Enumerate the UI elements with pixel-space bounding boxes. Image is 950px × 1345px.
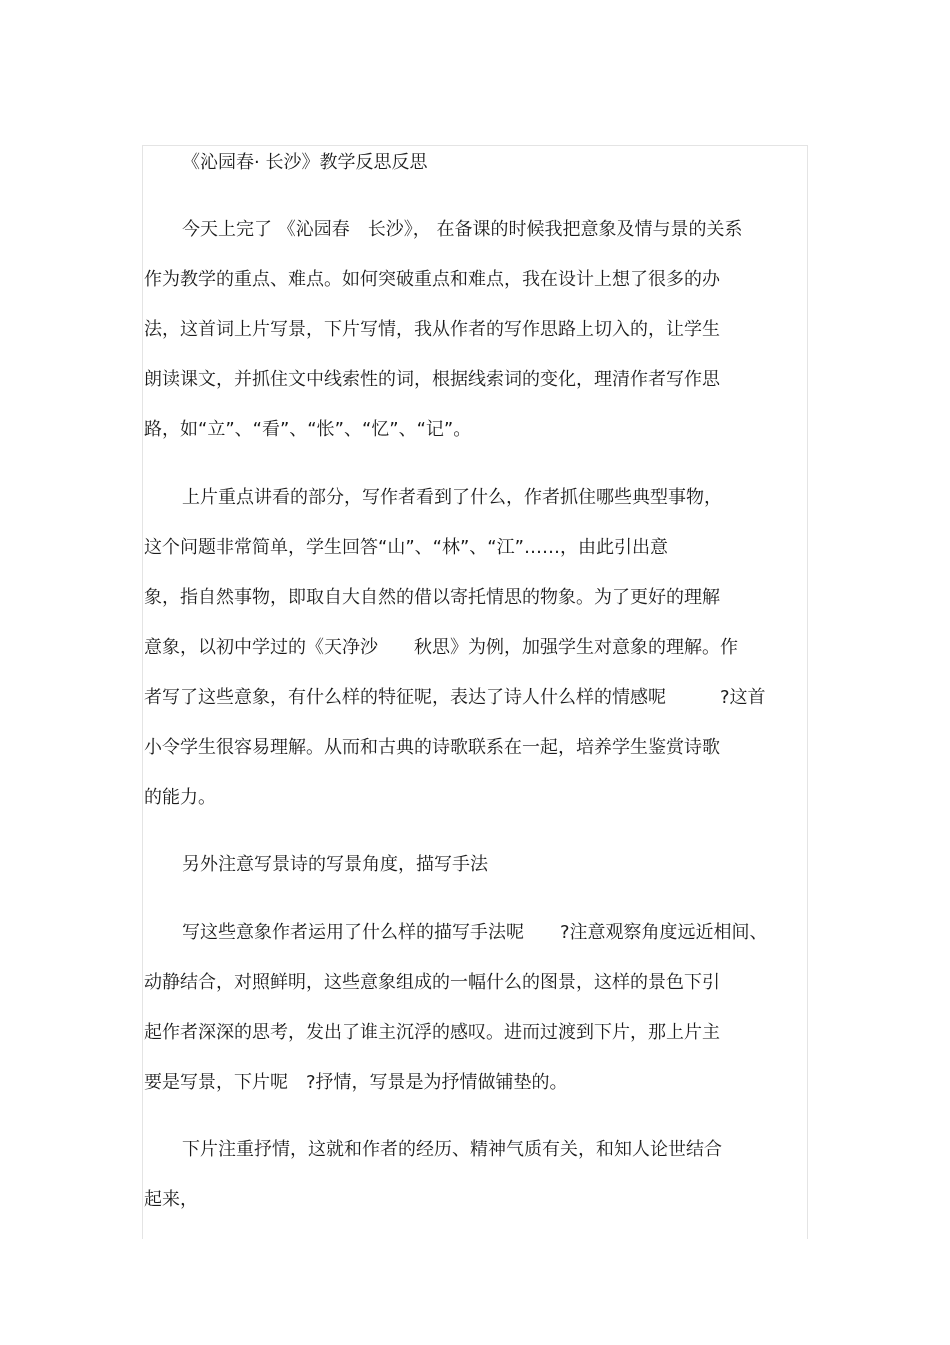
paragraph-2-line-3: 象，指自然事物，即取自大自然的借以寄托情思的物象。为了更好的理解 xyxy=(144,587,720,608)
paragraph-5-line-1: 下片注重抒情，这就和作者的经历、精神气质有关，和知人论世结合 xyxy=(182,1139,722,1160)
paragraph-2-line-6: 小令学生很容易理解。从而和古典的诗歌联系在一起，培养学生鉴赏诗歌 xyxy=(144,737,720,758)
paragraph-1-line-5: 路，如“立”、“看”、“怅”、“忆”、“记”。 xyxy=(144,419,472,440)
paragraph-1-line-1: 今天上完了 《沁园春 长沙》， 在备课的时候我把意象及情与景的关系 xyxy=(182,219,743,240)
paragraph-5-line-2: 起来， xyxy=(144,1189,198,1210)
paragraph-2-line-7: 的能力。 xyxy=(144,787,216,808)
paragraph-3-line-1: 另外注意写景诗的写景角度，描写手法 xyxy=(182,854,488,875)
paragraph-4-line-2: 动静结合，对照鲜明，这些意象组成的一幅什么的图景，这样的景色下引 xyxy=(144,972,720,993)
paragraph-1-line-2: 作为教学的重点、难点。如何突破重点和难点，我在设计上想了很多的办 xyxy=(144,269,720,290)
paragraph-2-line-4: 意象，以初中学过的《天净沙 秋思》为例，加强学生对意象的理解。作 xyxy=(144,637,738,658)
paragraph-4-line-3: 起作者深深的思考，发出了谁主沉浮的感叹。进而过渡到下片，那上片主 xyxy=(144,1022,720,1043)
paragraph-2-line-5: 者写了这些意象，有什么样的特征呢，表达了诗人什么样的情感呢 ?这首 xyxy=(144,687,766,708)
paragraph-4-line-4: 要是写景，下片呢 ?抒情，写景是为抒情做铺垫的。 xyxy=(144,1072,568,1093)
paragraph-1-line-4: 朗读课文，并抓住文中线索性的词，根据线索词的变化，理清作者写作思 xyxy=(144,369,720,390)
paragraph-2-line-2: 这个问题非常简单，学生回答“山”、“林”、“江”……，由此引出意 xyxy=(144,537,668,558)
paragraph-1-line-3: 法，这首词上片写景，下片写情，我从作者的写作思路上切入的，让学生 xyxy=(144,319,720,340)
document-title: 《沁园春· 长沙》教学反思反思 xyxy=(182,152,428,173)
paragraph-4-line-1: 写这些意象作者运用了什么样的描写手法呢 ?注意观察角度远近相间、 xyxy=(182,922,768,943)
paragraph-2-line-1: 上片重点讲看的部分，写作者看到了什么，作者抓住哪些典型事物， xyxy=(182,487,722,508)
